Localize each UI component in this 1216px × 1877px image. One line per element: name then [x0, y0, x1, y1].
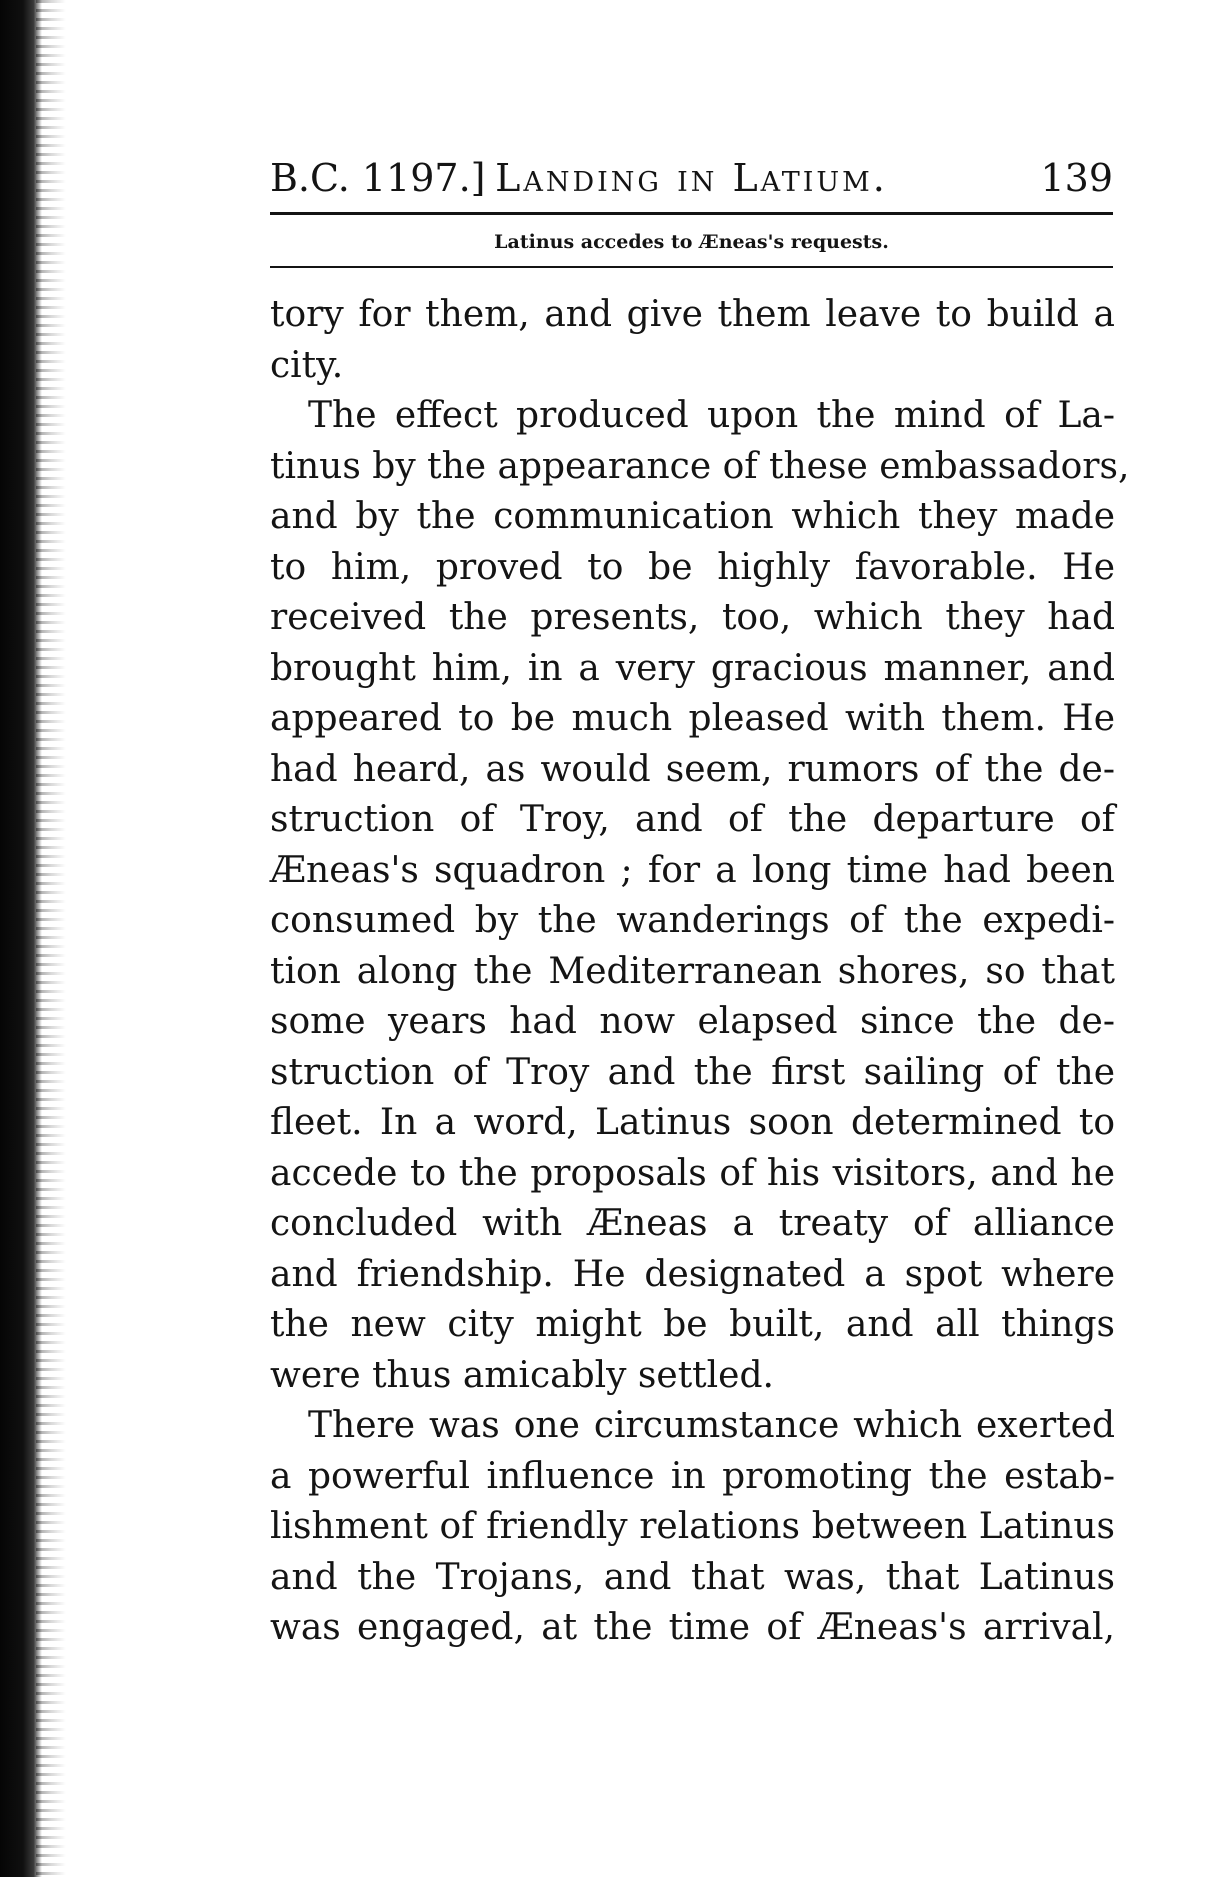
text-line: received the presents, too, which they had [270, 597, 1115, 638]
header-rule-top [270, 212, 1113, 215]
text-line: struction of Troy and the first sailing of the [270, 1051, 1115, 1093]
header-rule-bottom [270, 266, 1113, 268]
text-line: had heard, as would seem, rumors of the de- [270, 748, 1115, 790]
section-subheading: Latinus accedes to Æneas's requests. [494, 231, 889, 253]
text-line: and by the communication which they made [270, 496, 1115, 537]
text-line: was engaged, at the time of Æneas's arrival, [270, 1607, 1115, 1648]
text-line: tory for them, and give them leave to build a [270, 294, 1115, 335]
text-line: There was one circumstance which exerted [308, 1405, 1115, 1446]
text-line: The effect produced upon the mind of La- [308, 395, 1115, 436]
text-line: and friendship. He designated a spot where [270, 1253, 1115, 1295]
text-line: accede to the proposals of his visitors, and he [270, 1152, 1115, 1194]
page-number: 139 [1040, 156, 1113, 200]
header-date: B.C. 1197.] [270, 156, 486, 200]
text-line: lishment of friendly relations between Latinus [270, 1506, 1115, 1547]
text-line: city. [270, 344, 344, 386]
text-line: and the Trojans, and that was, that Latinus [270, 1556, 1115, 1598]
text-line: some years had now elapsed since the de- [270, 1001, 1115, 1042]
text-line: appeared to be much pleased with them. He [270, 698, 1115, 739]
text-line: a powerful influence in promoting the estab- [270, 1455, 1115, 1497]
text-line: Æneas's squadron ; for a long time had been [270, 849, 1115, 891]
text-line: consumed by the wanderings of the expedi- [270, 900, 1115, 941]
book-binding-shadow [36, 0, 66, 1877]
header-title: Landing in Latium. [495, 156, 888, 200]
running-head [270, 152, 1113, 204]
text-line: brought him, in a very gracious manner, and [270, 647, 1115, 689]
text-line: tion along the Mediterranean shores, so that [270, 950, 1115, 992]
text-line: fleet. In a word, Latinus soon determined to [270, 1102, 1115, 1143]
text-line: struction of Troy, and of the departure of [270, 799, 1115, 840]
text-line: to him, proved to be highly favorable. He [270, 546, 1115, 588]
text-line: concluded with Æneas a treaty of alliance [270, 1203, 1115, 1244]
text-line: tinus by the appearance of these embassadors, [270, 445, 1130, 487]
body-text [270, 290, 1130, 1654]
text-line: were thus amicably settled. [270, 1354, 774, 1396]
text-line: the new city might be built, and all things [270, 1304, 1115, 1345]
